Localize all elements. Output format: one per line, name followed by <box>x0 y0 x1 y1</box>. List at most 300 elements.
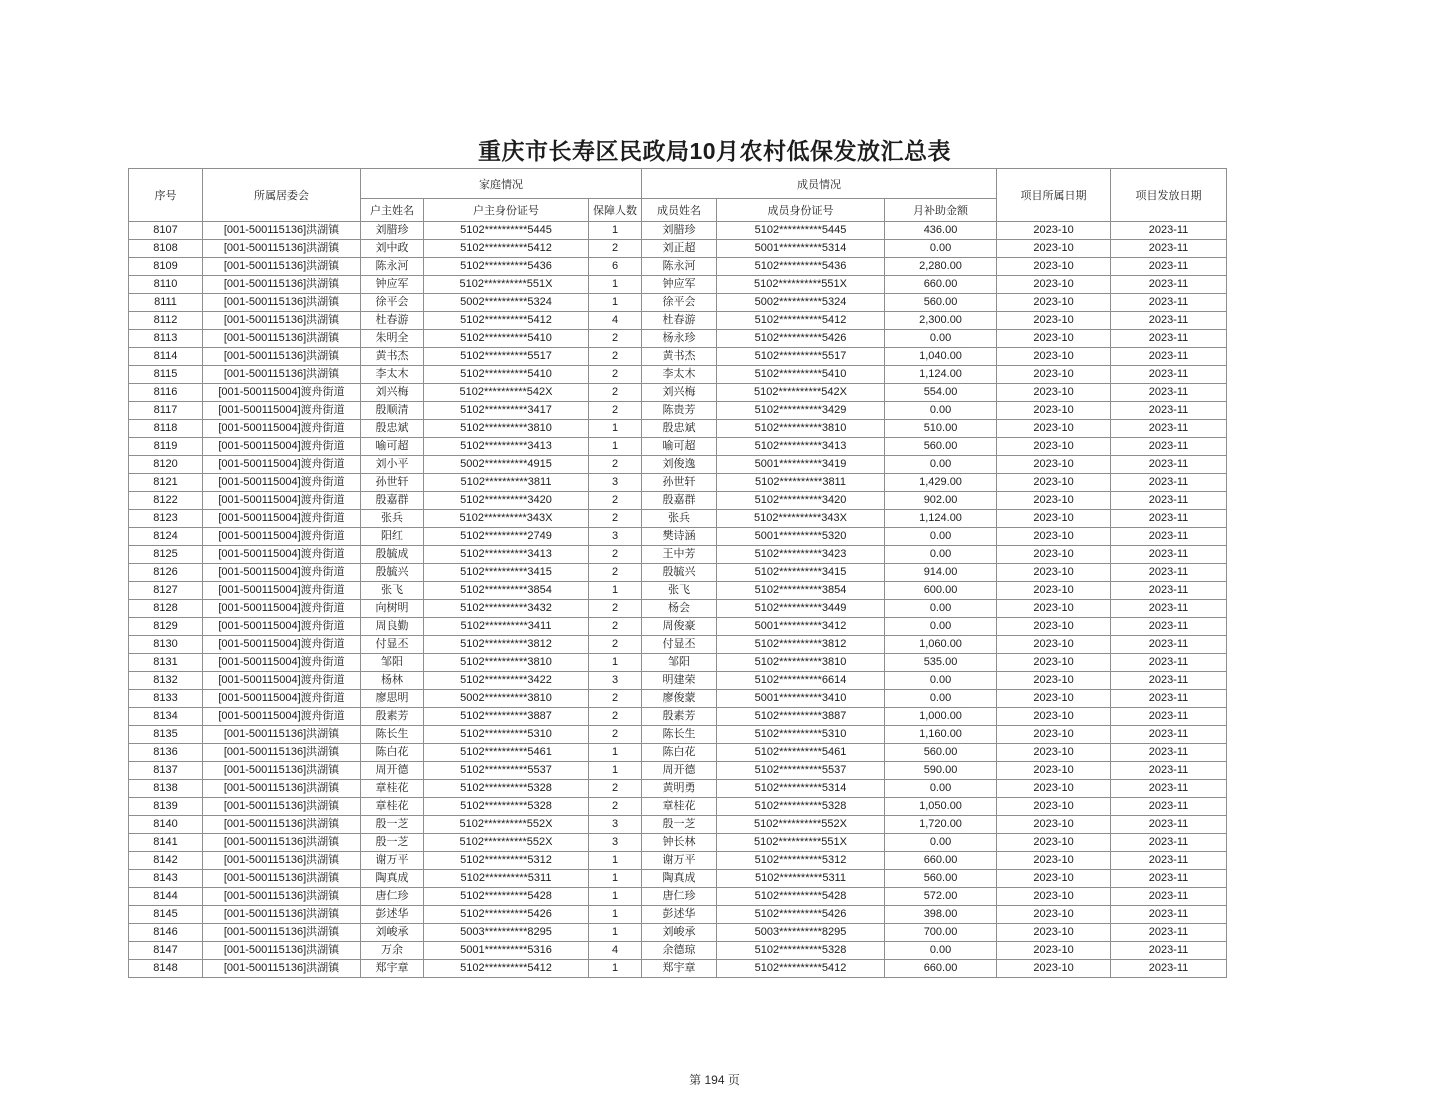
subsidy-cell: 2,280.00 <box>885 258 997 276</box>
member-id-cell: 5102**********5328 <box>717 942 885 960</box>
project-month-cell: 2023-10 <box>997 582 1111 600</box>
committee-cell: [001-500115004]渡舟街道 <box>203 546 361 564</box>
col-header-committee: 所属居委会 <box>203 169 361 222</box>
project-month-cell: 2023-10 <box>997 780 1111 798</box>
insured-count-cell: 1 <box>589 420 642 438</box>
serial-cell: 8146 <box>129 924 203 942</box>
committee-cell: [001-500115004]渡舟街道 <box>203 582 361 600</box>
table-row <box>129 744 1227 762</box>
member-name-cell: 杨永珍 <box>642 330 717 348</box>
table-row <box>129 258 1227 276</box>
member-name-cell: 谢万平 <box>642 852 717 870</box>
subsidy-cell: 0.00 <box>885 402 997 420</box>
head-name-cell: 殷嘉群 <box>361 492 424 510</box>
member-name-cell: 张飞 <box>642 582 717 600</box>
issue-month-cell: 2023-11 <box>1111 276 1227 294</box>
member-name-cell: 李太木 <box>642 366 717 384</box>
head-name-cell: 阳红 <box>361 528 424 546</box>
committee-cell: [001-500115136]洪湖镇 <box>203 870 361 888</box>
member-name-cell: 殷毓兴 <box>642 564 717 582</box>
member-id-cell: 5001**********3412 <box>717 618 885 636</box>
project-month-cell: 2023-10 <box>997 708 1111 726</box>
member-name-cell: 张兵 <box>642 510 717 528</box>
table-row <box>129 456 1227 474</box>
member-id-cell: 5102**********343X <box>717 510 885 528</box>
head-name-cell: 李太木 <box>361 366 424 384</box>
serial-cell: 8133 <box>129 690 203 708</box>
issue-month-cell: 2023-11 <box>1111 384 1227 402</box>
member-id-cell: 5102**********6614 <box>717 672 885 690</box>
serial-cell: 8118 <box>129 420 203 438</box>
project-month-cell: 2023-10 <box>997 852 1111 870</box>
member-name-cell: 陶真成 <box>642 870 717 888</box>
subsidy-cell: 914.00 <box>885 564 997 582</box>
head-name-cell: 杜春游 <box>361 312 424 330</box>
head-id-cell: 5102**********5312 <box>424 852 589 870</box>
serial-cell: 8135 <box>129 726 203 744</box>
issue-month-cell: 2023-11 <box>1111 222 1227 240</box>
issue-month-cell: 2023-11 <box>1111 726 1227 744</box>
issue-month-cell: 2023-11 <box>1111 762 1227 780</box>
subsidy-cell: 600.00 <box>885 582 997 600</box>
subsidy-cell: 660.00 <box>885 852 997 870</box>
head-id-cell: 5102**********5412 <box>424 312 589 330</box>
subsidy-cell: 902.00 <box>885 492 997 510</box>
committee-cell: [001-500115136]洪湖镇 <box>203 222 361 240</box>
insured-count-cell: 4 <box>589 942 642 960</box>
serial-cell: 8148 <box>129 960 203 978</box>
insured-count-cell: 2 <box>589 402 642 420</box>
member-id-cell: 5102**********5328 <box>717 798 885 816</box>
subsidy-cell: 1,040.00 <box>885 348 997 366</box>
issue-month-cell: 2023-11 <box>1111 744 1227 762</box>
head-name-cell: 殷一芝 <box>361 816 424 834</box>
project-month-cell: 2023-10 <box>997 312 1111 330</box>
member-name-cell: 刘腊珍 <box>642 222 717 240</box>
committee-cell: [001-500115004]渡舟街道 <box>203 384 361 402</box>
table-row <box>129 312 1227 330</box>
issue-month-cell: 2023-11 <box>1111 654 1227 672</box>
serial-cell: 8121 <box>129 474 203 492</box>
project-month-cell: 2023-10 <box>997 456 1111 474</box>
head-name-cell: 付显丕 <box>361 636 424 654</box>
subsidy-cell: 0.00 <box>885 456 997 474</box>
issue-month-cell: 2023-11 <box>1111 456 1227 474</box>
head-id-cell: 5102**********5461 <box>424 744 589 762</box>
table-row <box>129 960 1227 978</box>
table-row <box>129 636 1227 654</box>
member-name-cell: 殷素芳 <box>642 708 717 726</box>
table-row <box>129 888 1227 906</box>
table-row <box>129 762 1227 780</box>
col-header-project-month: 项目所属日期 <box>997 169 1111 222</box>
head-id-cell: 5102**********3854 <box>424 582 589 600</box>
col-header-issue-month: 项目发放日期 <box>1111 169 1227 222</box>
head-id-cell: 5102**********5412 <box>424 240 589 258</box>
committee-cell: [001-500115136]洪湖镇 <box>203 924 361 942</box>
project-month-cell: 2023-10 <box>997 744 1111 762</box>
member-id-cell: 5102**********551X <box>717 834 885 852</box>
col-header-member-name: 成员姓名 <box>642 199 717 222</box>
committee-cell: [001-500115004]渡舟街道 <box>203 438 361 456</box>
insured-count-cell: 1 <box>589 654 642 672</box>
serial-cell: 8132 <box>129 672 203 690</box>
committee-cell: [001-500115136]洪湖镇 <box>203 762 361 780</box>
committee-cell: [001-500115004]渡舟街道 <box>203 600 361 618</box>
project-month-cell: 2023-10 <box>997 960 1111 978</box>
member-name-cell: 樊诗涵 <box>642 528 717 546</box>
member-id-cell: 5001**********5314 <box>717 240 885 258</box>
subsidy-cell: 700.00 <box>885 924 997 942</box>
table-row <box>129 870 1227 888</box>
page-number: 第 194 页 <box>689 1073 740 1087</box>
insured-count-cell: 1 <box>589 888 642 906</box>
table-row <box>129 708 1227 726</box>
head-name-cell: 邹阳 <box>361 654 424 672</box>
member-id-cell: 5102**********552X <box>717 816 885 834</box>
member-name-cell: 陈长生 <box>642 726 717 744</box>
project-month-cell: 2023-10 <box>997 348 1111 366</box>
head-id-cell: 5102**********5310 <box>424 726 589 744</box>
head-name-cell: 周开德 <box>361 762 424 780</box>
member-id-cell: 5102**********5517 <box>717 348 885 366</box>
head-name-cell: 刘中政 <box>361 240 424 258</box>
serial-cell: 8137 <box>129 762 203 780</box>
subsidy-cell: 0.00 <box>885 780 997 798</box>
head-name-cell: 陶真成 <box>361 870 424 888</box>
col-header-member-group: 成员情况 <box>642 169 997 199</box>
head-name-cell: 张飞 <box>361 582 424 600</box>
member-id-cell: 5102**********3887 <box>717 708 885 726</box>
serial-cell: 8124 <box>129 528 203 546</box>
project-month-cell: 2023-10 <box>997 438 1111 456</box>
committee-cell: [001-500115136]洪湖镇 <box>203 294 361 312</box>
member-id-cell: 5102**********5314 <box>717 780 885 798</box>
table-row <box>129 240 1227 258</box>
insured-count-cell: 2 <box>589 798 642 816</box>
table-row <box>129 726 1227 744</box>
issue-month-cell: 2023-11 <box>1111 294 1227 312</box>
issue-month-cell: 2023-11 <box>1111 474 1227 492</box>
serial-cell: 8108 <box>129 240 203 258</box>
member-name-cell: 陈白花 <box>642 744 717 762</box>
subsidy-cell: 560.00 <box>885 870 997 888</box>
committee-cell: [001-500115004]渡舟街道 <box>203 402 361 420</box>
project-month-cell: 2023-10 <box>997 258 1111 276</box>
subsidy-cell: 0.00 <box>885 942 997 960</box>
head-id-cell: 5102**********5537 <box>424 762 589 780</box>
serial-cell: 8109 <box>129 258 203 276</box>
member-name-cell: 黄书杰 <box>642 348 717 366</box>
serial-cell: 8138 <box>129 780 203 798</box>
head-id-cell: 5102**********5426 <box>424 906 589 924</box>
member-name-cell: 钟长林 <box>642 834 717 852</box>
issue-month-cell: 2023-11 <box>1111 492 1227 510</box>
member-id-cell: 5102**********3429 <box>717 402 885 420</box>
subsidy-cell: 1,160.00 <box>885 726 997 744</box>
member-id-cell: 5102**********3415 <box>717 564 885 582</box>
issue-month-cell: 2023-11 <box>1111 564 1227 582</box>
head-id-cell: 5003**********8295 <box>424 924 589 942</box>
serial-cell: 8145 <box>129 906 203 924</box>
head-name-cell: 刘小平 <box>361 456 424 474</box>
table-row <box>129 564 1227 582</box>
subsidy-cell: 398.00 <box>885 906 997 924</box>
member-id-cell: 5102**********3811 <box>717 474 885 492</box>
member-id-cell: 5102**********5310 <box>717 726 885 744</box>
serial-cell: 8131 <box>129 654 203 672</box>
serial-cell: 8142 <box>129 852 203 870</box>
serial-cell: 8117 <box>129 402 203 420</box>
issue-month-cell: 2023-11 <box>1111 816 1227 834</box>
table-row <box>129 546 1227 564</box>
head-name-cell: 殷素芳 <box>361 708 424 726</box>
member-name-cell: 明建荣 <box>642 672 717 690</box>
head-name-cell: 廖思明 <box>361 690 424 708</box>
project-month-cell: 2023-10 <box>997 564 1111 582</box>
head-id-cell: 5102**********3432 <box>424 600 589 618</box>
head-name-cell: 殷毓兴 <box>361 564 424 582</box>
issue-month-cell: 2023-11 <box>1111 438 1227 456</box>
member-id-cell: 5102**********5311 <box>717 870 885 888</box>
project-month-cell: 2023-10 <box>997 798 1111 816</box>
col-header-subsidy: 月补助金额 <box>885 199 997 222</box>
member-id-cell: 5001**********3410 <box>717 690 885 708</box>
subsidy-cell: 660.00 <box>885 276 997 294</box>
member-name-cell: 刘峻承 <box>642 924 717 942</box>
project-month-cell: 2023-10 <box>997 420 1111 438</box>
serial-cell: 8111 <box>129 294 203 312</box>
project-month-cell: 2023-10 <box>997 726 1111 744</box>
subsidy-cell: 660.00 <box>885 960 997 978</box>
subsidy-cell: 535.00 <box>885 654 997 672</box>
subsidy-cell: 560.00 <box>885 744 997 762</box>
table-row <box>129 420 1227 438</box>
member-name-cell: 喻可超 <box>642 438 717 456</box>
subsidy-cell: 436.00 <box>885 222 997 240</box>
subsidy-cell: 1,124.00 <box>885 510 997 528</box>
insured-count-cell: 1 <box>589 852 642 870</box>
table-row <box>129 330 1227 348</box>
committee-cell: [001-500115136]洪湖镇 <box>203 240 361 258</box>
insured-count-cell: 3 <box>589 672 642 690</box>
insured-count-cell: 1 <box>589 744 642 762</box>
subsidy-cell: 1,000.00 <box>885 708 997 726</box>
serial-cell: 8123 <box>129 510 203 528</box>
project-month-cell: 2023-10 <box>997 888 1111 906</box>
issue-month-cell: 2023-11 <box>1111 924 1227 942</box>
insured-count-cell: 3 <box>589 834 642 852</box>
committee-cell: [001-500115136]洪湖镇 <box>203 348 361 366</box>
project-month-cell: 2023-10 <box>997 906 1111 924</box>
insured-count-cell: 3 <box>589 474 642 492</box>
head-name-cell: 黄书杰 <box>361 348 424 366</box>
committee-cell: [001-500115136]洪湖镇 <box>203 276 361 294</box>
committee-cell: [001-500115004]渡舟街道 <box>203 708 361 726</box>
head-name-cell: 殷顺清 <box>361 402 424 420</box>
subsidy-cell: 0.00 <box>885 240 997 258</box>
member-name-cell: 刘兴梅 <box>642 384 717 402</box>
head-name-cell: 殷忠斌 <box>361 420 424 438</box>
head-name-cell: 朱明全 <box>361 330 424 348</box>
member-id-cell: 5102**********3420 <box>717 492 885 510</box>
issue-month-cell: 2023-11 <box>1111 672 1227 690</box>
serial-cell: 8126 <box>129 564 203 582</box>
member-id-cell: 5001**********5320 <box>717 528 885 546</box>
insured-count-cell: 2 <box>589 492 642 510</box>
member-id-cell: 5102**********5412 <box>717 960 885 978</box>
head-id-cell: 5102**********3411 <box>424 618 589 636</box>
insured-count-cell: 2 <box>589 546 642 564</box>
project-month-cell: 2023-10 <box>997 924 1111 942</box>
issue-month-cell: 2023-11 <box>1111 618 1227 636</box>
insured-count-cell: 1 <box>589 870 642 888</box>
project-month-cell: 2023-10 <box>997 528 1111 546</box>
project-month-cell: 2023-10 <box>997 672 1111 690</box>
subsidy-cell: 0.00 <box>885 672 997 690</box>
head-id-cell: 5102**********5517 <box>424 348 589 366</box>
subsidy-cell: 0.00 <box>885 834 997 852</box>
subsidy-cell: 560.00 <box>885 294 997 312</box>
table-row <box>129 618 1227 636</box>
table-row <box>129 222 1227 240</box>
table-row <box>129 510 1227 528</box>
member-name-cell: 杜春游 <box>642 312 717 330</box>
head-id-cell: 5102**********542X <box>424 384 589 402</box>
member-id-cell: 5102**********3810 <box>717 420 885 438</box>
member-id-cell: 5102**********551X <box>717 276 885 294</box>
serial-cell: 8122 <box>129 492 203 510</box>
member-name-cell: 廖俊蒙 <box>642 690 717 708</box>
issue-month-cell: 2023-11 <box>1111 960 1227 978</box>
member-name-cell: 孙世轩 <box>642 474 717 492</box>
head-name-cell: 张兵 <box>361 510 424 528</box>
issue-month-cell: 2023-11 <box>1111 258 1227 276</box>
project-month-cell: 2023-10 <box>997 384 1111 402</box>
project-month-cell: 2023-10 <box>997 870 1111 888</box>
serial-cell: 8139 <box>129 798 203 816</box>
serial-cell: 8134 <box>129 708 203 726</box>
committee-cell: [001-500115136]洪湖镇 <box>203 258 361 276</box>
project-month-cell: 2023-10 <box>997 834 1111 852</box>
head-id-cell: 5102**********3422 <box>424 672 589 690</box>
subsidy-cell: 1,060.00 <box>885 636 997 654</box>
project-month-cell: 2023-10 <box>997 474 1111 492</box>
head-id-cell: 5102**********3415 <box>424 564 589 582</box>
serial-cell: 8110 <box>129 276 203 294</box>
head-name-cell: 杨林 <box>361 672 424 690</box>
head-id-cell: 5102**********2749 <box>424 528 589 546</box>
insured-count-cell: 2 <box>589 456 642 474</box>
insured-count-cell: 1 <box>589 276 642 294</box>
table-row <box>129 834 1227 852</box>
subsidy-cell: 572.00 <box>885 888 997 906</box>
committee-cell: [001-500115004]渡舟街道 <box>203 492 361 510</box>
serial-cell: 8140 <box>129 816 203 834</box>
member-id-cell: 5102**********5537 <box>717 762 885 780</box>
head-name-cell: 刘腊珍 <box>361 222 424 240</box>
head-id-cell: 5102**********551X <box>424 276 589 294</box>
committee-cell: [001-500115004]渡舟街道 <box>203 636 361 654</box>
member-name-cell: 周开德 <box>642 762 717 780</box>
insured-count-cell: 3 <box>589 816 642 834</box>
member-name-cell: 刘俊逸 <box>642 456 717 474</box>
committee-cell: [001-500115004]渡舟街道 <box>203 420 361 438</box>
insured-count-cell: 1 <box>589 924 642 942</box>
head-id-cell: 5102**********3810 <box>424 654 589 672</box>
table-row <box>129 690 1227 708</box>
insured-count-cell: 2 <box>589 636 642 654</box>
serial-cell: 8128 <box>129 600 203 618</box>
insured-count-cell: 2 <box>589 510 642 528</box>
member-id-cell: 5003**********8295 <box>717 924 885 942</box>
project-month-cell: 2023-10 <box>997 492 1111 510</box>
head-id-cell: 5102**********5445 <box>424 222 589 240</box>
member-name-cell: 余德琼 <box>642 942 717 960</box>
project-month-cell: 2023-10 <box>997 816 1111 834</box>
serial-cell: 8127 <box>129 582 203 600</box>
project-month-cell: 2023-10 <box>997 546 1111 564</box>
head-id-cell: 5001**********5316 <box>424 942 589 960</box>
subsidy-cell: 0.00 <box>885 600 997 618</box>
table-row <box>129 600 1227 618</box>
insured-count-cell: 2 <box>589 618 642 636</box>
issue-month-cell: 2023-11 <box>1111 528 1227 546</box>
summary-table <box>128 168 1227 978</box>
committee-cell: [001-500115004]渡舟街道 <box>203 456 361 474</box>
head-name-cell: 谢万平 <box>361 852 424 870</box>
member-name-cell: 殷一芝 <box>642 816 717 834</box>
project-month-cell: 2023-10 <box>997 402 1111 420</box>
head-id-cell: 5102**********3887 <box>424 708 589 726</box>
issue-month-cell: 2023-11 <box>1111 870 1227 888</box>
col-header-family-group: 家庭情况 <box>361 169 642 199</box>
issue-month-cell: 2023-11 <box>1111 798 1227 816</box>
member-id-cell: 5102**********5445 <box>717 222 885 240</box>
head-id-cell: 5102**********552X <box>424 834 589 852</box>
committee-cell: [001-500115004]渡舟街道 <box>203 528 361 546</box>
issue-month-cell: 2023-11 <box>1111 240 1227 258</box>
subsidy-cell: 590.00 <box>885 762 997 780</box>
table-row <box>129 582 1227 600</box>
member-id-cell: 5102**********3854 <box>717 582 885 600</box>
table-row <box>129 348 1227 366</box>
insured-count-cell: 2 <box>589 726 642 744</box>
head-name-cell: 彭述华 <box>361 906 424 924</box>
member-id-cell: 5102**********542X <box>717 384 885 402</box>
subsidy-cell: 0.00 <box>885 690 997 708</box>
project-month-cell: 2023-10 <box>997 762 1111 780</box>
table-row <box>129 816 1227 834</box>
member-id-cell: 5102**********3413 <box>717 438 885 456</box>
serial-cell: 8107 <box>129 222 203 240</box>
head-id-cell: 5102**********5436 <box>424 258 589 276</box>
head-id-cell: 5102**********5328 <box>424 798 589 816</box>
head-id-cell: 5102**********3811 <box>424 474 589 492</box>
issue-month-cell: 2023-11 <box>1111 942 1227 960</box>
member-name-cell: 付显丕 <box>642 636 717 654</box>
insured-count-cell: 4 <box>589 312 642 330</box>
subsidy-cell: 1,429.00 <box>885 474 997 492</box>
insured-count-cell: 2 <box>589 564 642 582</box>
project-month-cell: 2023-10 <box>997 636 1111 654</box>
member-name-cell: 唐仁珍 <box>642 888 717 906</box>
issue-month-cell: 2023-11 <box>1111 510 1227 528</box>
insured-count-cell: 2 <box>589 384 642 402</box>
col-header-head-name: 户主姓名 <box>361 199 424 222</box>
project-month-cell: 2023-10 <box>997 690 1111 708</box>
member-id-cell: 5102**********5426 <box>717 906 885 924</box>
